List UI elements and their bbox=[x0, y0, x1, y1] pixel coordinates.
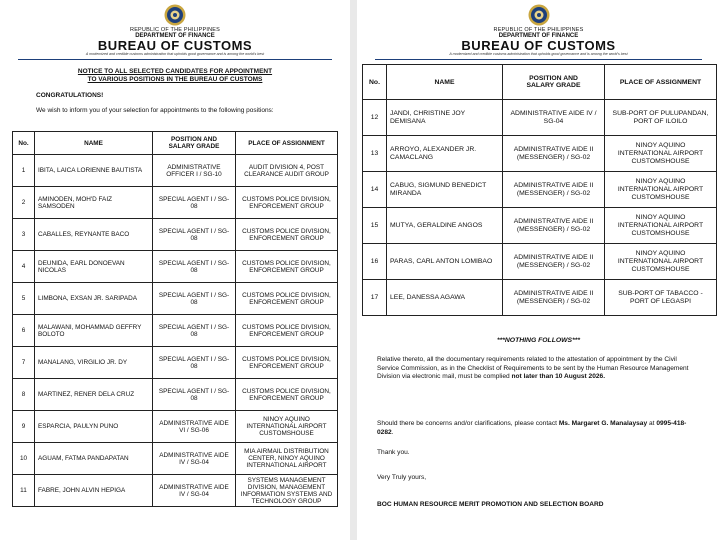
cell-place: CUSTOMS POLICE DIVISION, ENFORCEMENT GROUP bbox=[236, 219, 338, 251]
column-header-no: No. bbox=[13, 132, 35, 155]
appointments-table-page1 bbox=[12, 131, 338, 507]
table-header-row bbox=[13, 132, 338, 155]
intro-text: We wish to inform you of your selection for appointments to the following positions: bbox=[36, 107, 274, 114]
department-line: DEPARTMENT OF FINANCE bbox=[135, 33, 215, 39]
column-header-position: POSITION AND SALARY GRADE bbox=[153, 132, 236, 155]
table-row bbox=[13, 347, 338, 379]
cell-position: ADMINISTRATIVE AIDE VI / SG-06 bbox=[153, 411, 236, 443]
table-row bbox=[13, 443, 338, 475]
cell-position: SPECIAL AGENT I / SG-08 bbox=[153, 219, 236, 251]
header-divider bbox=[18, 59, 332, 60]
cell-no: 11 bbox=[13, 475, 35, 507]
table-row bbox=[363, 208, 717, 244]
table-row bbox=[13, 475, 338, 507]
cell-position: SPECIAL AGENT I / SG-08 bbox=[153, 315, 236, 347]
cell-position: SPECIAL AGENT I / SG-08 bbox=[153, 251, 236, 283]
cell-no: 12 bbox=[363, 100, 387, 136]
greeting: CONGRATULATIONS! bbox=[36, 92, 104, 99]
column-header-name: NAME bbox=[387, 65, 503, 100]
contact-name: Ms. Margaret G. Manalaysay bbox=[558, 420, 648, 427]
thanks-line: Thank you. bbox=[377, 449, 410, 456]
table-row bbox=[13, 411, 338, 443]
header-divider bbox=[375, 59, 702, 60]
cell-no: 6 bbox=[13, 315, 35, 347]
cell-place: SYSTEMS MANAGEMENT DIVISION, MANAGEMENT INFORMATION SYSTEMS AND TECHNOLOGY GROUP bbox=[236, 475, 338, 507]
republic-line: REPUBLIC OF THE PHILIPPINES bbox=[493, 27, 584, 33]
cell-name: MARTINEZ, RENER DELA CRUZ bbox=[35, 379, 153, 411]
cell-name: ESPARCIA, PAULYN PUNO bbox=[35, 411, 153, 443]
cell-place: AUDIT DIVISION 4, POST CLEARANCE AUDIT GROUP bbox=[236, 155, 338, 187]
cell-place: NINOY AQUINO INTERNATIONAL AIRPORT CUSTOMSHOUSE bbox=[605, 244, 717, 280]
bureau-seal-icon bbox=[164, 4, 186, 26]
cell-name: FABRE, JOHN ALVIN HEPIGA bbox=[35, 475, 153, 507]
cell-place: SUB-PORT OF PULUPANDAN, PORT OF ILOILO bbox=[605, 100, 717, 136]
column-header-name: NAME bbox=[35, 132, 153, 155]
table-row bbox=[363, 280, 717, 316]
cell-no: 16 bbox=[363, 244, 387, 280]
republic-line: REPUBLIC OF THE PHILIPPINES bbox=[130, 27, 220, 33]
cell-no: 14 bbox=[363, 172, 387, 208]
bureau-name: BUREAU OF CUSTOMS bbox=[461, 38, 616, 53]
cell-name: MUTYA, GERALDINE ANGOS bbox=[387, 208, 503, 244]
cell-position: ADMINISTRATIVE AIDE II (MESSENGER) / SG-02 bbox=[503, 244, 605, 280]
table-row bbox=[363, 244, 717, 280]
cell-position: ADMINISTRATIVE AIDE II (MESSENGER) / SG-02 bbox=[503, 172, 605, 208]
cell-place: CUSTOMS POLICE DIVISION, ENFORCEMENT GROUP bbox=[236, 251, 338, 283]
cell-no: 3 bbox=[13, 219, 35, 251]
cell-no: 15 bbox=[363, 208, 387, 244]
cell-name: AGUAM, FATMA PANDAPATAN bbox=[35, 443, 153, 475]
cell-place: MIA AIRMAIL DISTRIBUTION CENTER, NINOY AQUINO INTERNATIONAL AIRPORT bbox=[236, 443, 338, 475]
closing-line: Very Truly yours, bbox=[377, 474, 427, 481]
cell-position: SPECIAL AGENT I / SG-08 bbox=[153, 187, 236, 219]
cell-name: DEUNIDA, EARL DONOEVAN NICOLAS bbox=[35, 251, 153, 283]
column-header-place: PLACE OF ASSIGNMENT bbox=[236, 132, 338, 155]
table-row bbox=[13, 283, 338, 315]
table-row bbox=[13, 219, 338, 251]
table-row bbox=[363, 172, 717, 208]
cell-position: SPECIAL AGENT I / SG-08 bbox=[153, 283, 236, 315]
contact-phone: 0995-418-0282 bbox=[377, 420, 687, 436]
bureau-seal-icon bbox=[528, 4, 550, 26]
table-row bbox=[13, 187, 338, 219]
table-row bbox=[13, 251, 338, 283]
cell-place: CUSTOMS POLICE DIVISION, ENFORCEMENT GROUP bbox=[236, 187, 338, 219]
tagline: A modernized and credible customs administration that upholds good governance and is among the world's best bbox=[85, 52, 265, 56]
cell-name: LEE, DANESSA AGAWA bbox=[387, 280, 503, 316]
cell-no: 1 bbox=[13, 155, 35, 187]
department-line: DEPARTMENT OF FINANCE bbox=[498, 33, 579, 39]
cell-name: JANDI, CHRISTINE JOY DEMISANA bbox=[387, 100, 503, 136]
cell-position: ADMINISTRATIVE AIDE II (MESSENGER) / SG-02 bbox=[503, 136, 605, 172]
cell-name: ARROYO, ALEXANDER JR. CAMACLANG bbox=[387, 136, 503, 172]
cell-name: MANALANG, VIRGILIO JR. DY bbox=[35, 347, 153, 379]
cell-place: NINOY AQUINO INTERNATIONAL AIRPORT CUSTOMSHOUSE bbox=[605, 208, 717, 244]
cell-name: CABALLES, REYNANTE BACO bbox=[35, 219, 153, 251]
bureau-name: BUREAU OF CUSTOMS bbox=[97, 38, 253, 53]
cell-no: 10 bbox=[13, 443, 35, 475]
contact-paragraph: Should there be concerns and/or clarifications, please contact Ms. Margaret G. Manalaysay at 0995-418-0282. bbox=[377, 420, 687, 436]
cell-position: ADMINISTRATIVE AIDE IV / SG-04 bbox=[153, 475, 236, 507]
table-row bbox=[13, 315, 338, 347]
cell-position: SPECIAL AGENT I / SG-08 bbox=[153, 379, 236, 411]
notice-title-line2: TO VARIOUS POSITIONS IN THE BUREAU OF CUSTOMS bbox=[87, 76, 263, 83]
deadline: not later than 10 August 2026. bbox=[511, 373, 606, 381]
cell-no: 13 bbox=[363, 136, 387, 172]
table-row bbox=[363, 100, 717, 136]
cell-no: 7 bbox=[13, 347, 35, 379]
cell-place: CUSTOMS POLICE DIVISION, ENFORCEMENT GROUP bbox=[236, 347, 338, 379]
cell-place: SUB-PORT OF TABACCO - PORT OF LEGASPI bbox=[605, 280, 717, 316]
cell-place: CUSTOMS POLICE DIVISION, ENFORCEMENT GROUP bbox=[236, 379, 338, 411]
notice-title-line1: NOTICE TO ALL SELECTED CANDIDATES FOR APPOINTMENT bbox=[77, 68, 273, 75]
cell-name: CABUG, SIGMUND BENEDICT MIRANDA bbox=[387, 172, 503, 208]
column-header-place: PLACE OF ASSIGNMENT bbox=[605, 65, 717, 100]
appointments-table-page2 bbox=[362, 64, 717, 316]
cell-position: ADMINISTRATIVE OFFICER I / SG-10 bbox=[153, 155, 236, 187]
nothing-follows: ***NOTHING FOLLOWS*** bbox=[496, 337, 581, 344]
letterhead bbox=[0, 0, 350, 60]
table-row bbox=[363, 136, 717, 172]
column-header-position: POSITION AND SALARY GRADE bbox=[503, 65, 605, 100]
cell-no: 9 bbox=[13, 411, 35, 443]
cell-position: ADMINISTRATIVE AIDE II (MESSENGER) / SG-02 bbox=[503, 208, 605, 244]
cell-no: 5 bbox=[13, 283, 35, 315]
signatory: BOC HUMAN RESOURCE MERIT PROMOTION AND SELECTION BOARD bbox=[377, 501, 604, 508]
cell-place: CUSTOMS POLICE DIVISION, ENFORCEMENT GROUP bbox=[236, 315, 338, 347]
cell-position: ADMINISTRATIVE AIDE IV / SG-04 bbox=[153, 443, 236, 475]
cell-name: LIMBONA, EXSAN JR. SARIPADA bbox=[35, 283, 153, 315]
cell-position: ADMINISTRATIVE AIDE II (MESSENGER) / SG-02 bbox=[503, 280, 605, 316]
cell-place: NINOY AQUINO INTERNATIONAL AIRPORT CUSTOMSHOUSE bbox=[605, 172, 717, 208]
cell-place: NINOY AQUINO INTERNATIONAL AIRPORT CUSTOMSHOUSE bbox=[236, 411, 338, 443]
cell-position: ADMINISTRATIVE AIDE IV / SG-04 bbox=[503, 100, 605, 136]
cell-position: SPECIAL AGENT I / SG-08 bbox=[153, 347, 236, 379]
notice-title bbox=[0, 68, 350, 84]
cell-name: MALAWANI, MOHAMMAD GEFFRY BOLOTO bbox=[35, 315, 153, 347]
cell-place: NINOY AQUINO INTERNATIONAL AIRPORT CUSTOMSHOUSE bbox=[605, 136, 717, 172]
cell-name: PARAS, CARL ANTON LOMIBAO bbox=[387, 244, 503, 280]
cell-no: 8 bbox=[13, 379, 35, 411]
table-row bbox=[13, 379, 338, 411]
requirements-paragraph: Relative thereto, all the documentary requirements related to the attestation of appointment by the Civil Service Commission, as in the Checklist of Requirements to be sent by the Human Resource Management Division via electronic mail, must be complied not later than 10 August 2026. bbox=[377, 356, 689, 381]
tagline: A modernized and credible customs administration that upholds good governance and is among the world's best bbox=[449, 52, 628, 56]
cell-no: 17 bbox=[363, 280, 387, 316]
cell-no: 2 bbox=[13, 187, 35, 219]
cell-name: IBITA, LAICA LORIENNE BAUTISTA bbox=[35, 155, 153, 187]
cell-name: AMINODEN, MOH'D FAIZ SAMSODEN bbox=[35, 187, 153, 219]
letterhead bbox=[357, 0, 720, 60]
table-header-row bbox=[363, 65, 717, 100]
cell-place: CUSTOMS POLICE DIVISION, ENFORCEMENT GROUP bbox=[236, 283, 338, 315]
table-row bbox=[13, 155, 338, 187]
cell-no: 4 bbox=[13, 251, 35, 283]
column-header-no: No. bbox=[363, 65, 387, 100]
